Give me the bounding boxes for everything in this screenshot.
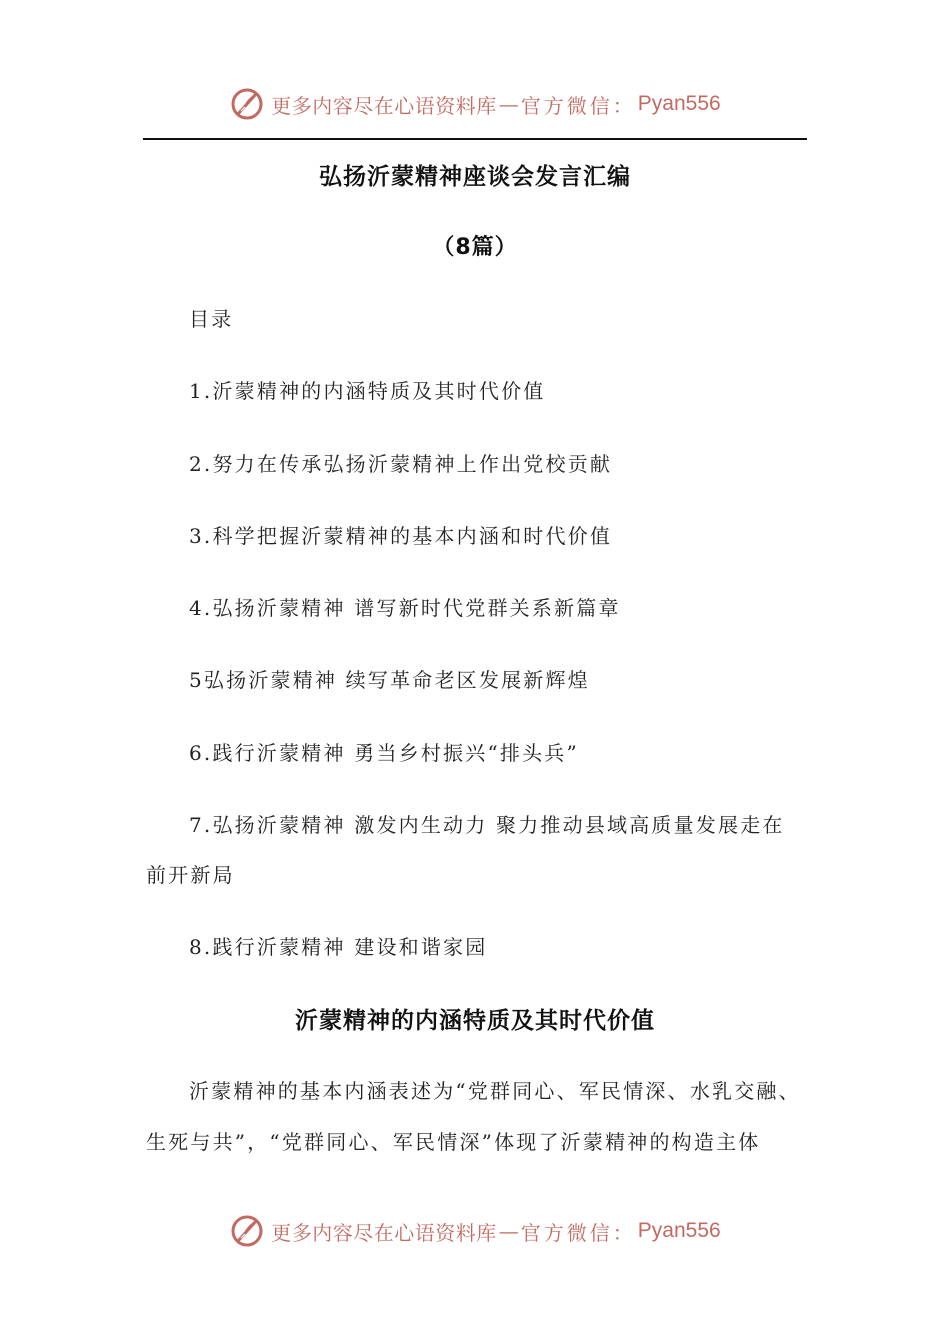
banner-promo-text: 更多内容尽在心语资料库 (271, 1220, 497, 1245)
banner-promo-text: 更多内容尽在心语资料库 (271, 93, 497, 118)
banner-wechat-id: Pyan556 (637, 92, 721, 115)
banner-separator: — (498, 92, 519, 116)
body-paragraph-line: 生死与共”，“党群同心、军民情深”体现了沂蒙精神的构造主体 (146, 1130, 761, 1154)
toc-heading: 目录 (189, 307, 234, 331)
toc-item: 6.践行沂蒙精神 勇当乡村振兴“排头兵” (189, 741, 579, 765)
toc-item: 1.沂蒙精神的内涵特质及其时代价值 (189, 379, 546, 403)
document-title: 弘扬沂蒙精神座谈会发言汇编 (319, 164, 631, 190)
toc-item: 8.践行沂蒙精神 建设和谐家园 (189, 935, 488, 959)
toc-item: 7.弘扬沂蒙精神 激发内生动力 聚力推动县域高质量发展走在 (189, 813, 785, 837)
toc-item: 3.科学把握沂蒙精神的基本内涵和时代价值 (189, 524, 613, 548)
banner-wechat-id: Pyan556 (637, 1219, 721, 1242)
footer-banner (0, 1209, 950, 1253)
banner-wechat-label: 官方微信： (520, 1220, 636, 1245)
section-title: 沂蒙精神的内涵特质及其时代价值 (295, 1008, 655, 1034)
quill-logo-icon (229, 86, 265, 122)
header-banner (0, 82, 950, 126)
banner-wechat-label: 官方微信： (520, 93, 636, 118)
toc-item-continuation: 前开新局 (146, 863, 235, 887)
header-divider (143, 138, 807, 140)
banner-separator: — (498, 1219, 519, 1243)
body-paragraph-line: 沂蒙精神的基本内涵表述为“党群同心、军民情深、水乳交融、 (189, 1079, 801, 1103)
toc-item: 5弘扬沂蒙精神 续写革命老区发展新辉煌 (189, 668, 590, 692)
quill-logo-icon (229, 1213, 265, 1249)
toc-item: 2.努力在传承弘扬沂蒙精神上作出党校贡献 (189, 452, 613, 476)
document-subtitle: （8篇） (432, 235, 518, 260)
toc-item: 4.弘扬沂蒙精神 谱写新时代党群关系新篇章 (189, 596, 621, 620)
